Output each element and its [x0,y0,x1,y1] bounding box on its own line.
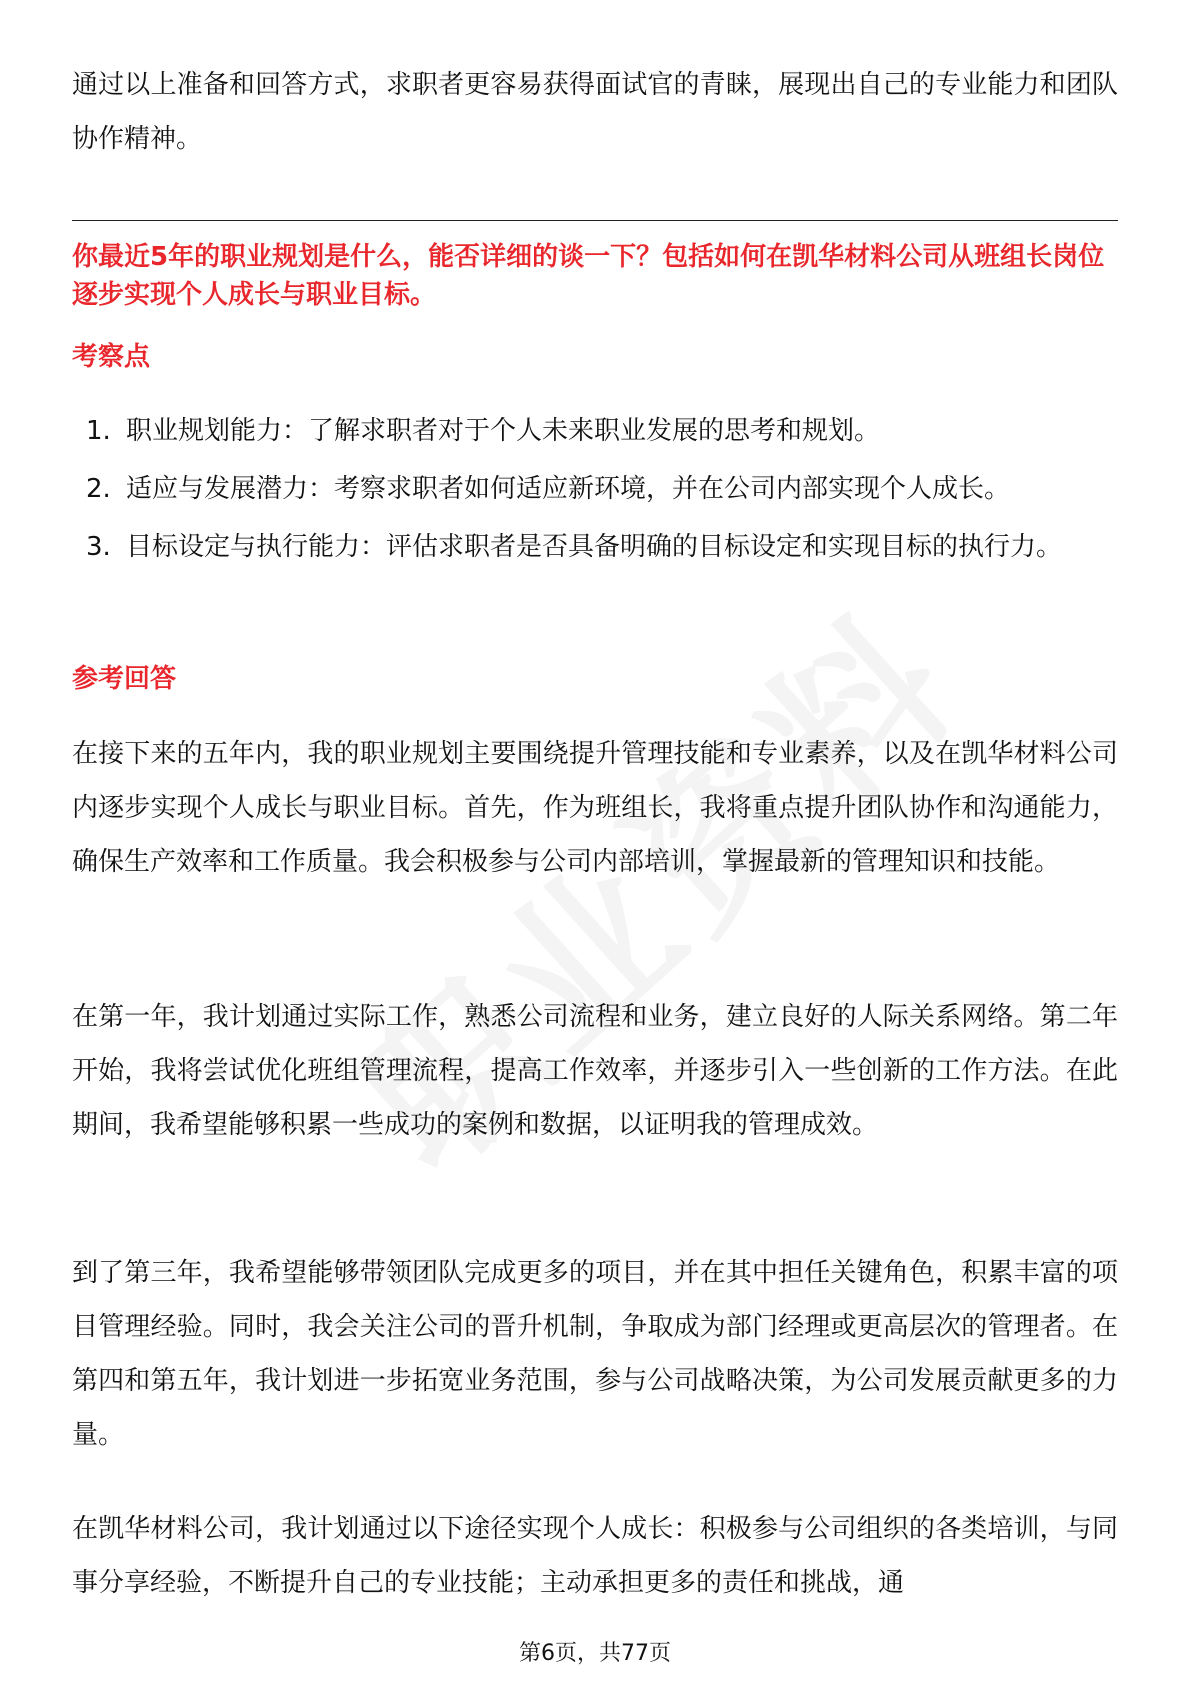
points-list [72,404,1118,578]
answer-paragraph: 在接下来的五年内，我的职业规划主要围绕提升管理技能和专业素养，以及在凯华材料公司内逐步实现个人成长与职业目标。首先，作为班组长，我将重点提升团队协作和沟通能力，确保生产效率和工作质量。我会积极参与公司内部培训，掌握最新的管理知识和技能。 [72,739,1118,877]
list-item-text: 职业规划能力：了解求职者对于个人未来职业发展的思考和规划。 [126,416,881,446]
answer-paragraph: 到了第三年，我希望能够带领团队完成更多的项目，并在其中担任关键角色，积累丰富的项目管理经验。同时，我会关注公司的晋升机制，争取成为部门经理或更高层次的管理者。在第四和第五年，我计划进一步拓宽业务范围，参与公司战略决策，为公司发展贡献更多的力量。 [72,1258,1118,1450]
page-footer: 第6页，共77页 [519,1641,671,1666]
intro-paragraph: 通过以上准备和回答方式，求职者更容易获得面试官的青睐，展现出自己的专业能力和团队协作精神。 [72,70,1118,154]
list-item [72,404,1118,458]
list-item-number: 3. [86,532,111,562]
list-item [72,462,1118,516]
list-item-text: 适应与发展潜力：考察求职者如何适应新环境，并在公司内部实现个人成长。 [126,474,1011,504]
points-heading: 考察点 [72,342,151,372]
answer-heading: 参考回答 [72,664,177,694]
question-title: 你最近5年的职业规划是什么，能否详细的谈一下？包括如何在凯华材料公司从班组长岗位逐步实现个人成长与职业目标。 [72,242,1105,310]
section-divider [72,220,1118,221]
list-item-text: 目标设定与执行能力：评估求职者是否具备明确的目标设定和实现目标的执行力。 [126,532,1063,562]
list-item [72,520,1118,574]
answer-paragraph: 在凯华材料公司，我计划通过以下途径实现个人成长：积极参与公司组织的各类培训，与同事分享经验，不断提升自己的专业技能；主动承担更多的责任和挑战，通 [72,1514,1118,1598]
answer-paragraph: 在第一年，我计划通过实际工作，熟悉公司流程和业务，建立良好的人际关系网络。第二年开始，我将尝试优化班组管理流程，提高工作效率，并逐步引入一些创新的工作方法。在此期间，我希望能够积累一些成功的案例和数据，以证明我的管理成效。 [72,1002,1118,1140]
list-item-number: 2. [86,474,111,504]
list-item-number: 1. [86,416,111,446]
